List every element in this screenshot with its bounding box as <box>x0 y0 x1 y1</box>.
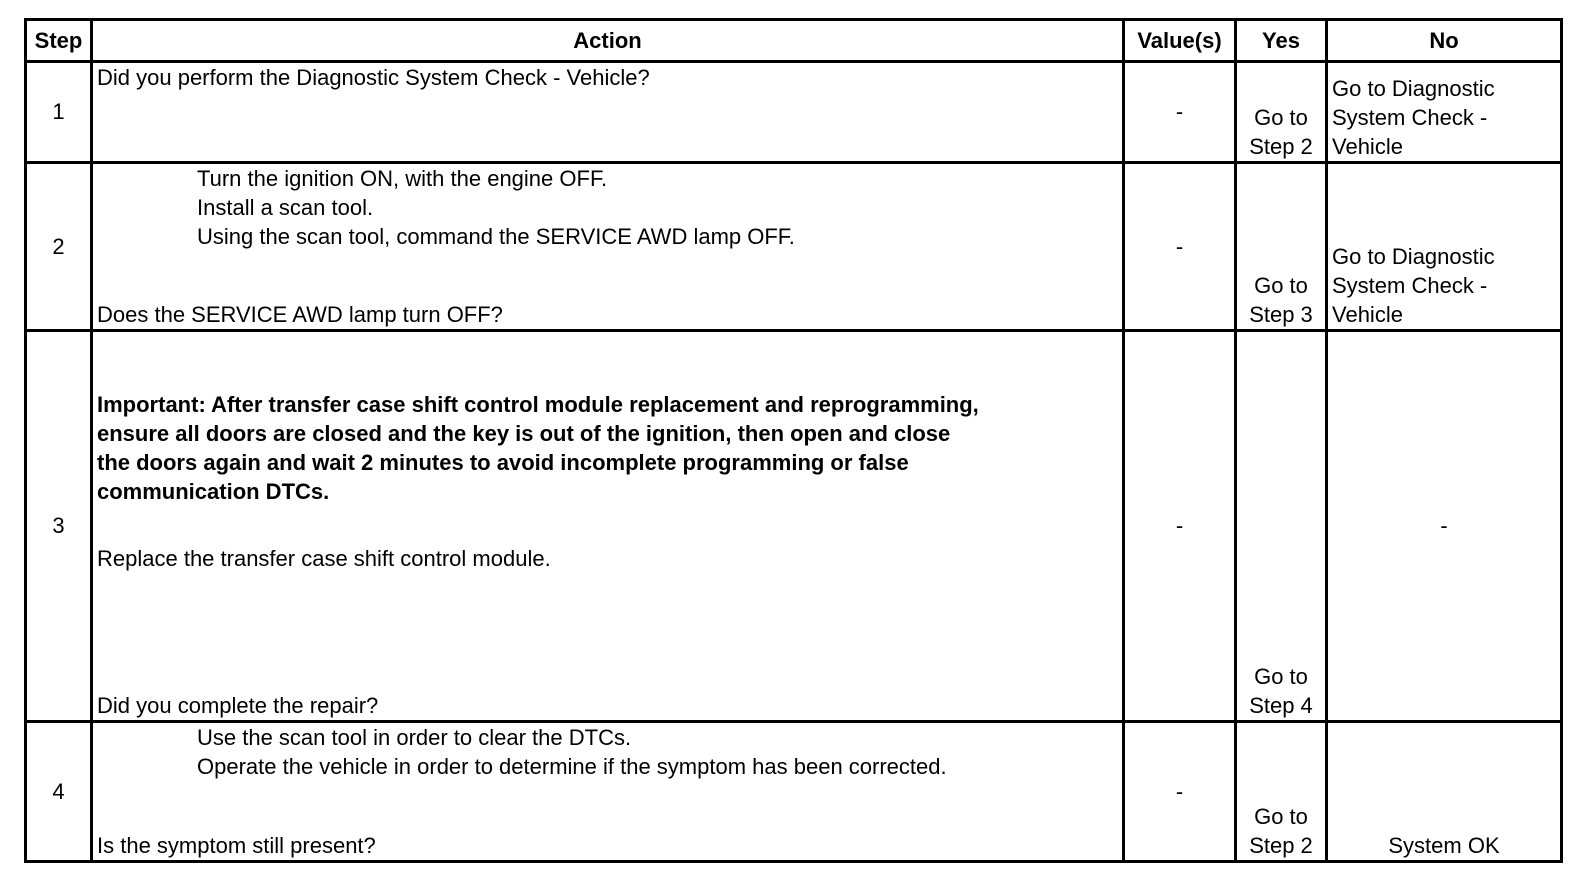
action-step: Operate the vehicle in order to determine if the symptom has been corrected. <box>197 753 947 779</box>
no-cell: System OK <box>1327 721 1562 861</box>
yes-line: Step 2 <box>1249 833 1313 858</box>
no-line: Vehicle <box>1332 301 1403 327</box>
no-cell: - <box>1327 330 1562 721</box>
table-row <box>26 721 1562 861</box>
step-number: 4 <box>26 721 92 861</box>
action-step: Install a scan tool. <box>197 194 374 220</box>
header-step: Step <box>26 20 92 62</box>
important-note: the doors again and wait 2 minutes to avoid incomplete programming or false <box>97 449 909 475</box>
action-cell <box>92 330 1124 721</box>
yes-cell <box>1236 162 1327 330</box>
important-note: Important: After transfer case shift control module replacement and reprogramming, <box>97 391 979 417</box>
step-number: 2 <box>26 162 92 330</box>
yes-line: Step 2 <box>1249 133 1313 159</box>
action-step: Use the scan tool in order to clear the DTCs. <box>197 724 632 750</box>
header-no: No <box>1327 20 1562 62</box>
yes-line: Step 3 <box>1249 301 1313 327</box>
yes-line: Go to <box>1254 804 1308 829</box>
action-step: Turn the ignition ON, with the engine OFF. <box>197 165 608 191</box>
value-cell: - <box>1124 721 1236 861</box>
action-cell <box>92 721 1124 861</box>
table-header <box>26 20 1562 62</box>
no-line: Vehicle <box>1332 133 1403 159</box>
action-cell <box>92 62 1124 163</box>
action-text: Did you perform the Diagnostic System Check - Vehicle? <box>97 65 650 90</box>
no-line: Go to Diagnostic <box>1332 75 1495 101</box>
action-question: Did you complete the repair? <box>97 692 379 718</box>
diagnostic-table <box>24 18 1563 863</box>
yes-cell <box>1236 62 1327 163</box>
table-row <box>26 62 1562 163</box>
important-note: communication DTCs. <box>97 478 330 504</box>
yes-line: Go to <box>1254 104 1308 130</box>
action-cell <box>92 162 1124 330</box>
yes-line: Go to <box>1254 663 1308 689</box>
action-step: Using the scan tool, command the SERVICE AWD lamp OFF. <box>197 223 795 249</box>
action-question: Does the SERVICE AWD lamp turn OFF? <box>97 301 503 327</box>
action-instruction: Replace the transfer case shift control module. <box>97 545 551 571</box>
yes-cell <box>1236 721 1327 861</box>
value-cell: - <box>1124 162 1236 330</box>
header-yes: Yes <box>1236 20 1327 62</box>
table-row <box>26 330 1562 721</box>
header-values: Value(s) <box>1124 20 1236 62</box>
header-action: Action <box>92 20 1124 62</box>
no-line: System Check - <box>1332 272 1488 298</box>
no-line: System Check - <box>1332 104 1488 130</box>
yes-line: Step 4 <box>1249 692 1313 718</box>
step-number: 3 <box>26 330 92 721</box>
action-question: Is the symptom still present? <box>97 833 376 858</box>
table-row <box>26 162 1562 330</box>
value-cell: - <box>1124 330 1236 721</box>
no-line: Go to Diagnostic <box>1332 243 1495 269</box>
value-cell: - <box>1124 62 1236 163</box>
important-note: ensure all doors are closed and the key is out of the ignition, then open and close <box>97 420 951 446</box>
step-number: 1 <box>26 62 92 163</box>
no-cell <box>1327 162 1562 330</box>
yes-cell <box>1236 330 1327 721</box>
no-cell <box>1327 62 1562 163</box>
yes-line: Go to <box>1254 272 1308 298</box>
